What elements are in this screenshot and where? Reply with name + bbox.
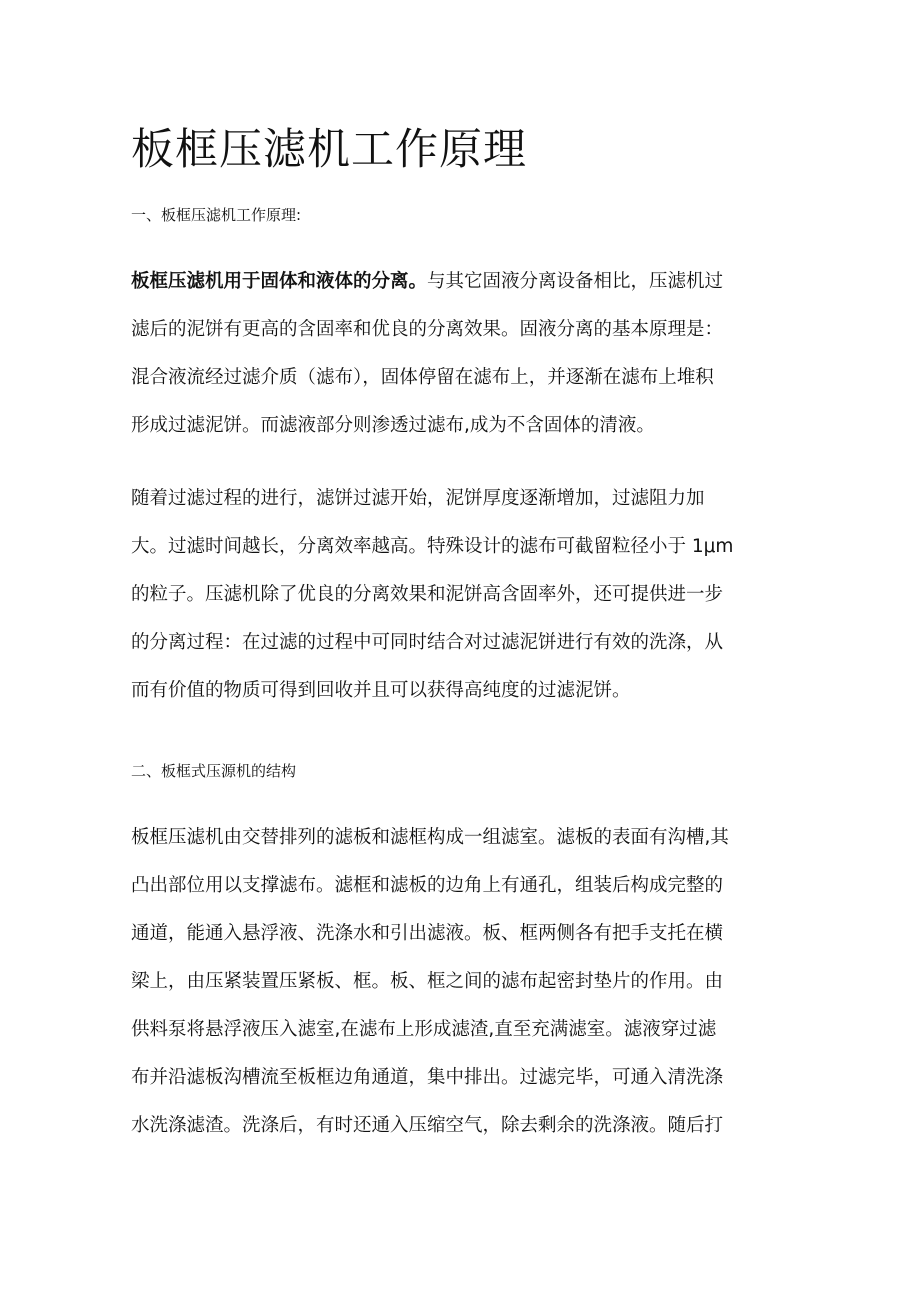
paragraph-line: 的分离过程：在过滤的过程中可同时结合对过滤泥饼进行有效的洗涤，从 xyxy=(131,632,724,653)
section-heading-1: 一、板框压滤机工作原理: xyxy=(131,206,302,224)
paragraph-line: 混合液流经过滤介质（滤布），固体停留在滤布上，并逐渐在滤布上堆积 xyxy=(131,367,714,388)
paragraph-2 xyxy=(131,475,796,715)
paragraph-line: 大。过滤时间越长，分离效率越高。特殊设计的滤布可截留粒径小于 1μm xyxy=(131,536,734,557)
paragraph-line: 水洗涤滤渣。洗涤后，有时还通入压缩空气，除去剩余的洗涤液。随后打 xyxy=(131,1115,724,1136)
paragraph-line: 板框压滤机由交替排列的滤板和滤框构成一组滤室。滤板的表面有沟槽,其 xyxy=(131,827,729,848)
paragraph-line: 布并沿滤板沟槽流至板框边角通道，集中排出。过滤完毕，可通入清洗涤 xyxy=(131,1067,724,1088)
paragraph-line: 随着过滤过程的进行，滤饼过滤开始，泥饼厚度逐渐增加，过滤阻力加 xyxy=(131,488,705,509)
bold-lead-text: 板框压滤机用于固体和液体的分离。 xyxy=(131,271,428,292)
paragraph-line: 形成过滤泥饼。而滤液部分则渗透过滤布,成为不含固体的清液。 xyxy=(131,415,655,436)
line-text: 与其它固液分离设备相比，压滤机过 xyxy=(427,271,724,292)
paragraph-line: 供料泵将悬浮液压入滤室,在滤布上形成滤渣,直至充满滤室。滤液穿过滤 xyxy=(131,1019,717,1040)
paragraph-line: 的粒子。压滤机除了优良的分离效果和泥饼高含固率外，还可提供进一步 xyxy=(131,584,724,605)
section-heading-2: 二、板框式压源机的结构 xyxy=(131,762,297,780)
paragraph-line: 梁上，由压紧装置压紧板、框。板、框之间的滤布起密封垫片的作用。由 xyxy=(131,971,724,992)
paragraph-3 xyxy=(131,814,796,1150)
paragraph-1 xyxy=(131,258,796,450)
paragraph-line: 而有价值的物质可得到回收并且可以获得高纯度的过滤泥饼。 xyxy=(131,680,631,701)
paragraph-line xyxy=(131,258,796,306)
paragraph-line: 滤后的泥饼有更高的含固率和优良的分离效果。固液分离的基本原理是： xyxy=(131,319,724,340)
paragraph-line: 凸出部位用以支撑滤布。滤框和滤板的边角上有通孔，组装后构成完整的 xyxy=(131,875,724,896)
paragraph-line: 通道，能通入悬浮液、洗涤水和引出滤液。板、框两侧各有把手支托在横 xyxy=(131,923,724,944)
document-title: 板框压滤机工作原理 xyxy=(131,125,527,175)
